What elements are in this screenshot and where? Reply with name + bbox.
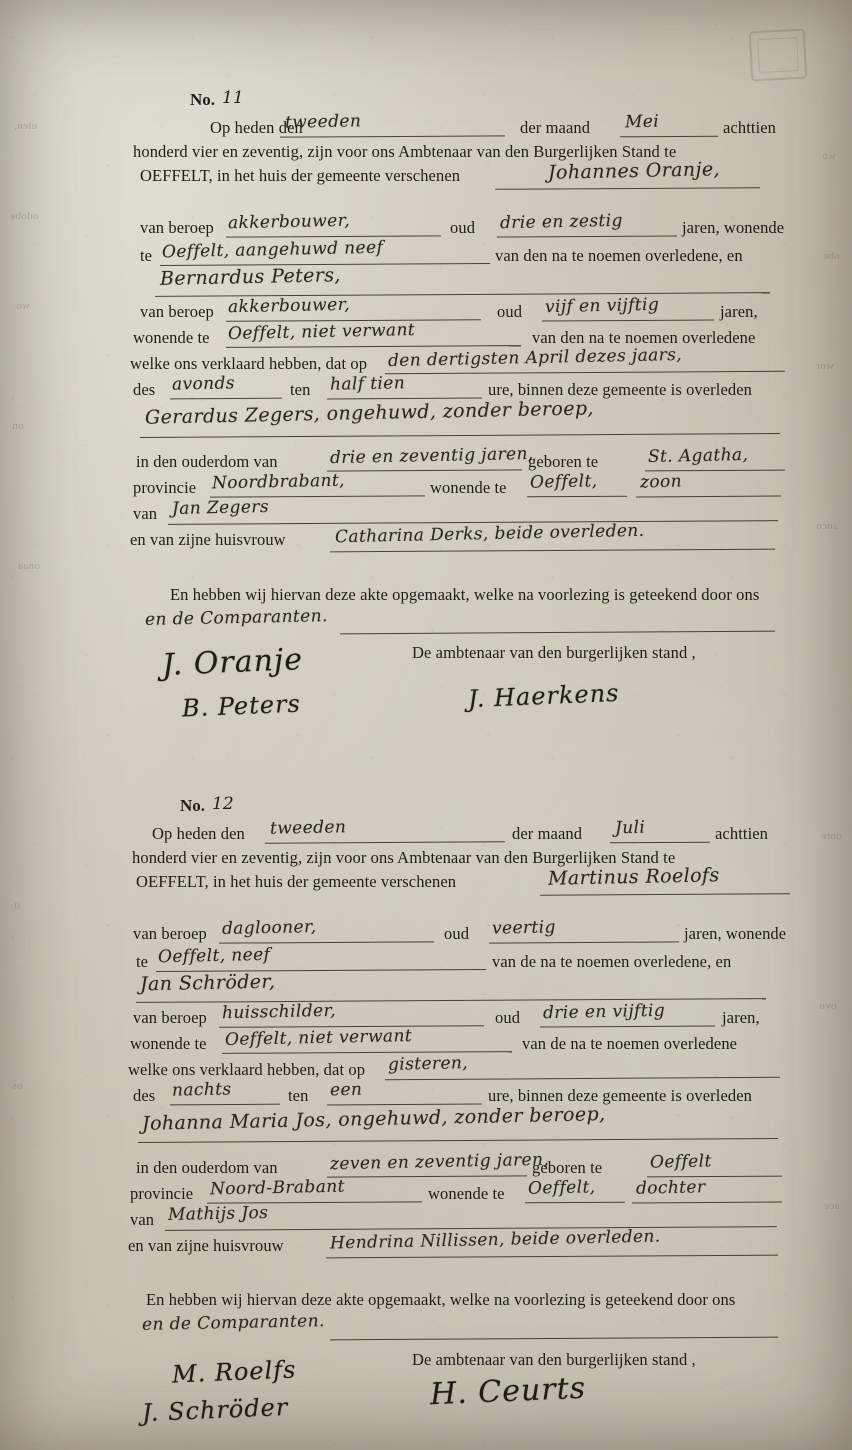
declarant2-residence-handwritten: Oeffelt, niet verwant [227, 320, 416, 344]
deceased-birthplace-handwritten: Oeffelt [649, 1151, 712, 1173]
declarant1-residence-handwritten: Oeffelt, neef [157, 944, 271, 968]
line7-suffix: jaren, [720, 302, 758, 321]
fill-rule [540, 1025, 715, 1027]
declarant2-residence-handwritten: Oeffelt, niet verwant [224, 1026, 413, 1050]
line4-age-label: oud [450, 218, 476, 237]
deceased-residence-handwritten: Oeffelt, [527, 1177, 596, 1199]
line1-suffix: achttien [723, 118, 777, 137]
declarant2-name-handwritten: Bernardus Peters, [159, 264, 342, 290]
officer-label: De ambtenaar van den burgerlijken stand , [412, 1350, 696, 1369]
declarant1-residence-handwritten: Oeffelt, aangehuwd neef [161, 237, 384, 263]
declarant2-age-handwritten: drie en vijftig [542, 1000, 666, 1024]
fill-rule [542, 319, 714, 321]
declarant1-occupation-handwritten: akkerbouwer, [227, 210, 351, 234]
death-date-handwritten: gisteren, [387, 1053, 469, 1075]
line5-prefix: te [140, 246, 153, 265]
signature-witness-2: B. Peters [181, 689, 302, 723]
act-number-label: No. [180, 796, 206, 815]
closing-line1: En hebben wij hiervan deze akte opgemaakt, welke na voorlezing is geteekend door ons [146, 1290, 736, 1309]
line1-day-handwritten: tweeden [269, 817, 347, 839]
father-name-handwritten: Mathijs Jos [167, 1202, 269, 1226]
fill-rule [222, 1051, 512, 1054]
fill-rule [385, 1077, 780, 1080]
line10-suffix: ure, binnen deze gemeente is overleden [488, 380, 753, 399]
fill-rule [327, 469, 522, 471]
fill-rule [327, 1175, 527, 1177]
line13-residence-label: wonende te [430, 478, 507, 497]
line13-residence-label: wonende te [428, 1184, 505, 1203]
signature-witness-1: M. Roelfs [171, 1355, 297, 1389]
fill-rule [497, 235, 677, 237]
bleed-through-text: onre [821, 830, 842, 842]
fill-rule [340, 631, 775, 635]
fill-rule [170, 1104, 280, 1106]
declarant1-name-handwritten: Martinus Roelofs [547, 864, 720, 890]
fill-rule [489, 941, 679, 943]
bleed-through-text: wo [16, 300, 31, 312]
declarant1-age-handwritten: drie en zestig [499, 210, 624, 234]
signature-officer: H. Ceurts [429, 1370, 587, 1413]
fill-rule [525, 1202, 625, 1204]
fill-rule [495, 187, 760, 190]
bleed-through-text: obe [823, 250, 840, 262]
line14-father-label: van [133, 504, 158, 523]
signature-witness-1: J. Oranje [161, 642, 304, 683]
line1-prefix: Op heden den [152, 824, 245, 843]
declarant2-occupation-handwritten: huisschilder, [221, 1000, 337, 1024]
line10-hour-label: ten [288, 1086, 309, 1105]
fill-rule [170, 398, 282, 400]
fill-rule [527, 496, 627, 498]
declarant2-name-handwritten: Jan Schröder, [139, 970, 276, 996]
bleed-through-text: odobe [10, 210, 39, 222]
bleed-through-text: 0 [14, 900, 20, 912]
declarant2-occupation-handwritten: akkerbouwer, [227, 294, 351, 318]
line1-month-label: der maand [520, 118, 591, 137]
bleed-through-text: uien, [14, 120, 38, 132]
closing-line1: En hebben wij hiervan deze akte opgemaakt, welke na voorlezing is geteekend door ons [170, 585, 760, 604]
declarant1-age-handwritten: veertig [491, 917, 557, 939]
line1-month-handwritten: Juli [614, 817, 646, 839]
line10-suffix: ure, binnen deze gemeente is overleden [488, 1086, 753, 1105]
line8-prefix: wonende te [133, 328, 210, 347]
mother-name-handwritten: Catharina Derks, beide overleden. [334, 520, 645, 548]
line10-hour-label: ten [290, 380, 311, 399]
officer-label: De ambtenaar van den burgerlijken stand , [412, 643, 696, 662]
fill-rule [636, 496, 781, 498]
death-date-handwritten: den dertigsten April dezes jaars, [387, 344, 683, 372]
line1-month-label: der maand [512, 824, 583, 843]
line9-prefix: welke ons verklaard hebben, dat op [128, 1060, 366, 1079]
line12-age-label: in den ouderdom van [136, 452, 278, 471]
death-daypart-handwritten: nachts [171, 1079, 232, 1101]
deceased-relation-handwritten: zoon [639, 471, 683, 493]
fill-rule [620, 136, 718, 138]
line5-prefix: te [136, 952, 149, 971]
line1-prefix: Op heden den [210, 118, 303, 137]
signature-witness-2: J. Schröder [141, 1392, 289, 1428]
act-number-value: 12 [212, 794, 234, 814]
line7-age-label: oud [497, 302, 523, 321]
bleed-through-text: wor [815, 360, 834, 372]
line10-prefix: des [133, 1086, 156, 1105]
fill-rule [226, 345, 521, 348]
deceased-age-handwritten: drie en zeventig jaren, [329, 443, 534, 469]
act-number-value: 11 [222, 88, 244, 108]
line5-suffix: van de na te noemen overledene, en [492, 952, 732, 971]
fill-rule [219, 941, 434, 943]
deceased-name-handwritten: Gerardus Zegers, ongehuwd, zonder beroep, [144, 397, 595, 429]
fill-rule [265, 841, 505, 843]
father-name-handwritten: Jan Zegers [171, 496, 270, 520]
fill-rule [632, 1202, 782, 1204]
corner-stamp-mark [749, 29, 808, 82]
line7-occupation-label: van beroep [140, 302, 214, 321]
signature-officer: J. Haerkens [467, 678, 620, 714]
declarant1-name-handwritten: Johannes Oranje, [547, 158, 721, 184]
death-hour-handwritten: half tien [329, 373, 406, 395]
fill-rule [280, 135, 505, 137]
declarant1-occupation-handwritten: daglooner, [221, 917, 317, 939]
line4-occupation-label: van beroep [140, 218, 214, 237]
line4-age-label: oud [444, 924, 470, 943]
fill-rule [140, 433, 780, 438]
fill-rule [385, 371, 785, 374]
deceased-province-handwritten: Noordbrabant, [211, 470, 346, 494]
bleed-through-text: ovo [818, 1000, 836, 1012]
line13-province-label: provincie [130, 1184, 194, 1203]
death-daypart-handwritten: avonds [171, 373, 236, 395]
line4-occupation-label: van beroep [133, 924, 207, 943]
line12-age-label: in den ouderdom van [136, 1158, 278, 1177]
line1-suffix: achttien [715, 824, 769, 843]
declarant2-age-handwritten: vijf en vijftig [544, 294, 660, 318]
line3-prefix: OEFFELT, in het huis der gemeente verschenen [140, 166, 461, 185]
line14-father-label: van [130, 1210, 155, 1229]
line15-mother-label: en van zijne huisvrouw [128, 1236, 284, 1255]
line15-mother-label: en van zijne huisvrouw [130, 530, 286, 549]
deceased-province-handwritten: Noord-Brabant [209, 1176, 346, 1200]
line1-month-handwritten: Mei [624, 111, 660, 133]
line8-suffix: van den na te noemen overledene [532, 328, 756, 347]
line8-prefix: wonende te [130, 1034, 207, 1053]
line7-suffix: jaren, [722, 1008, 760, 1027]
closing-line2-handwritten: en de Comparanten. [141, 1311, 325, 1335]
line7-age-label: oud [495, 1008, 521, 1027]
line2-printed: honderd vier en zeventig, zijn voor ons Ambtenaar van den Burgerlijken Stand te [132, 848, 676, 867]
deceased-age-handwritten: zeven en zeventig jaren, [329, 1149, 550, 1175]
fill-rule [326, 1255, 778, 1259]
bleed-through-text: ace [824, 1200, 840, 1212]
bleed-through-text: wo [821, 150, 836, 162]
bleed-through-text: onaa [18, 560, 40, 572]
deceased-birthplace-handwritten: St. Agatha, [647, 444, 749, 468]
line7-occupation-label: van beroep [133, 1008, 207, 1027]
line3-prefix: OEFFELT, in het huis der gemeente verschenen [136, 872, 457, 891]
line9-prefix: welke ons verklaard hebben, dat op [130, 354, 368, 373]
fill-rule [540, 893, 790, 896]
closing-line2-handwritten: en de Comparanten. [144, 606, 328, 630]
line5-suffix: van den na te noemen overledene, en [495, 246, 743, 265]
fill-rule [330, 1337, 778, 1341]
line10-prefix: des [133, 380, 156, 399]
line13-province-label: provincie [133, 478, 197, 497]
deceased-residence-handwritten: Oeffelt, [529, 471, 598, 493]
fill-rule [226, 235, 441, 237]
fill-rule [330, 549, 775, 553]
fill-rule [327, 1104, 482, 1106]
deceased-name-handwritten: Johanna Maria Jos, ongehuwd, zonder beroep, [141, 1103, 606, 1135]
fill-rule [138, 1138, 778, 1143]
bleed-through-text: os [12, 1080, 23, 1092]
line2-printed: honderd vier en zeventig, zijn voor ons Ambtenaar van den Burgerlijken Stand te [133, 142, 677, 161]
bleed-through-text: on [12, 420, 24, 432]
deceased-relation-handwritten: dochter [635, 1177, 706, 1199]
line12-birthplace-label: geboren te [528, 452, 599, 471]
act-number-label: No. [190, 90, 216, 109]
line4-suffix: jaren, wonende [682, 218, 785, 237]
death-hour-handwritten: een [329, 1079, 363, 1101]
bleed-through-text: anco [816, 520, 838, 532]
fill-rule [610, 842, 710, 844]
line8-suffix: van de na te noemen overledene [522, 1034, 738, 1053]
mother-name-handwritten: Hendrina Nillissen, beide overleden. [329, 1226, 661, 1254]
line12-birthplace-label: geboren te [532, 1158, 603, 1177]
line1-day-handwritten: tweeden [284, 111, 362, 133]
line4-suffix: jaren, wonende [684, 924, 787, 943]
